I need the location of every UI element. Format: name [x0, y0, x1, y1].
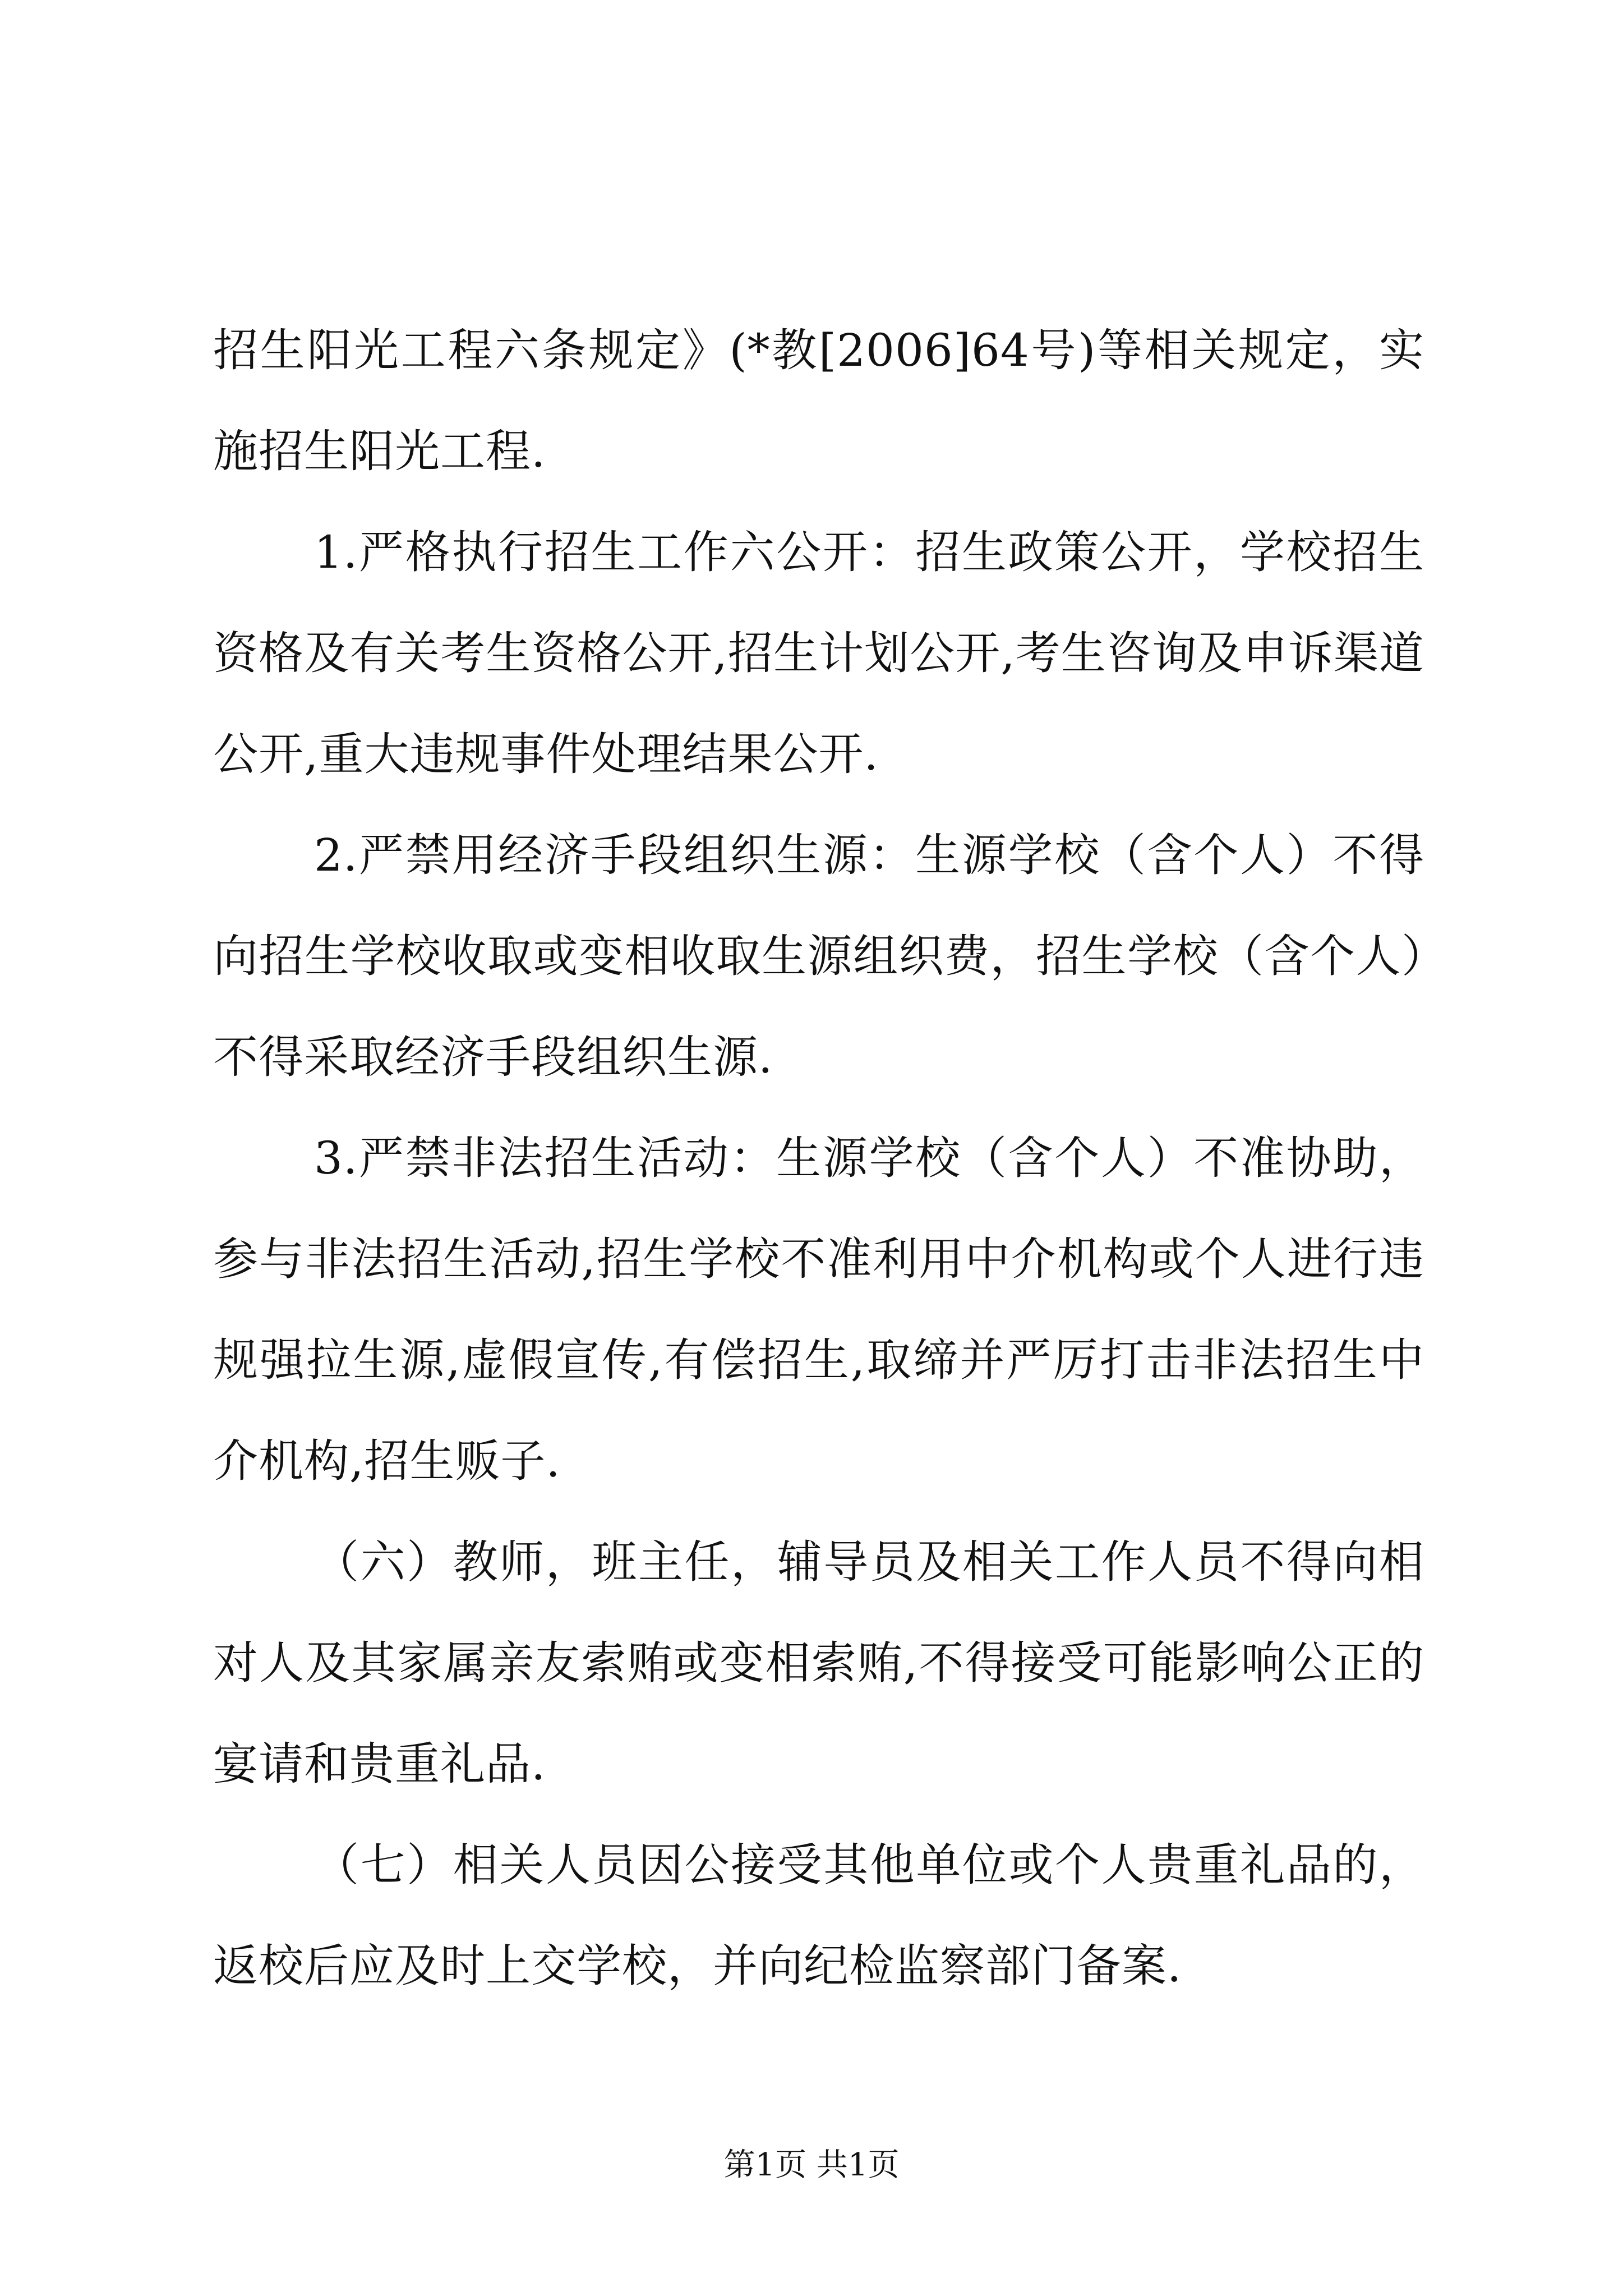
paragraph-item-2: 2.严禁用经济手段组织生源：生源学校（含个人）不得向招生学校收取或变相收取生源组织费，招生学校（含个人）不得采取经济手段组织生源.: [213, 829, 1424, 1083]
page-footer: 第1页 共1页: [723, 2147, 900, 2183]
document-body: [213, 300, 1424, 2017]
paragraph-section-6: （六）教师，班主任，辅导员及相关工作人员不得向相对人及其家属亲友索贿或变相索贿,不得接受可能影响公正的宴请和贵重礼品.: [213, 1536, 1424, 1790]
paragraph-item-1: 1.严格执行招生工作六公开：招生政策公开，学校招生资格及有关考生资格公开,招生计划公开,考生咨询及申诉渠道公开,重大违规事件处理结果公开.: [213, 526, 1424, 780]
paragraph-item-3: 3.严禁非法招生活动：生源学校（含个人）不准协助，参与非法招生活动,招生学校不准利用中介机构或个人进行违规强拉生源,虚假宣传,有偿招生,取缔并严厉打击非法招生中介机构,招生贩子.: [213, 1132, 1424, 1487]
paragraph-continuation: 招生阳光工程六条规定》(*教[2006]64号)等相关规定，实施招生阳光工程.: [213, 324, 1424, 477]
paragraph-section-7: （七）相关人员因公接受其他单位或个人贵重礼品的，返校后应及时上交学校，并向纪检监察部门备案.: [213, 1839, 1424, 1992]
